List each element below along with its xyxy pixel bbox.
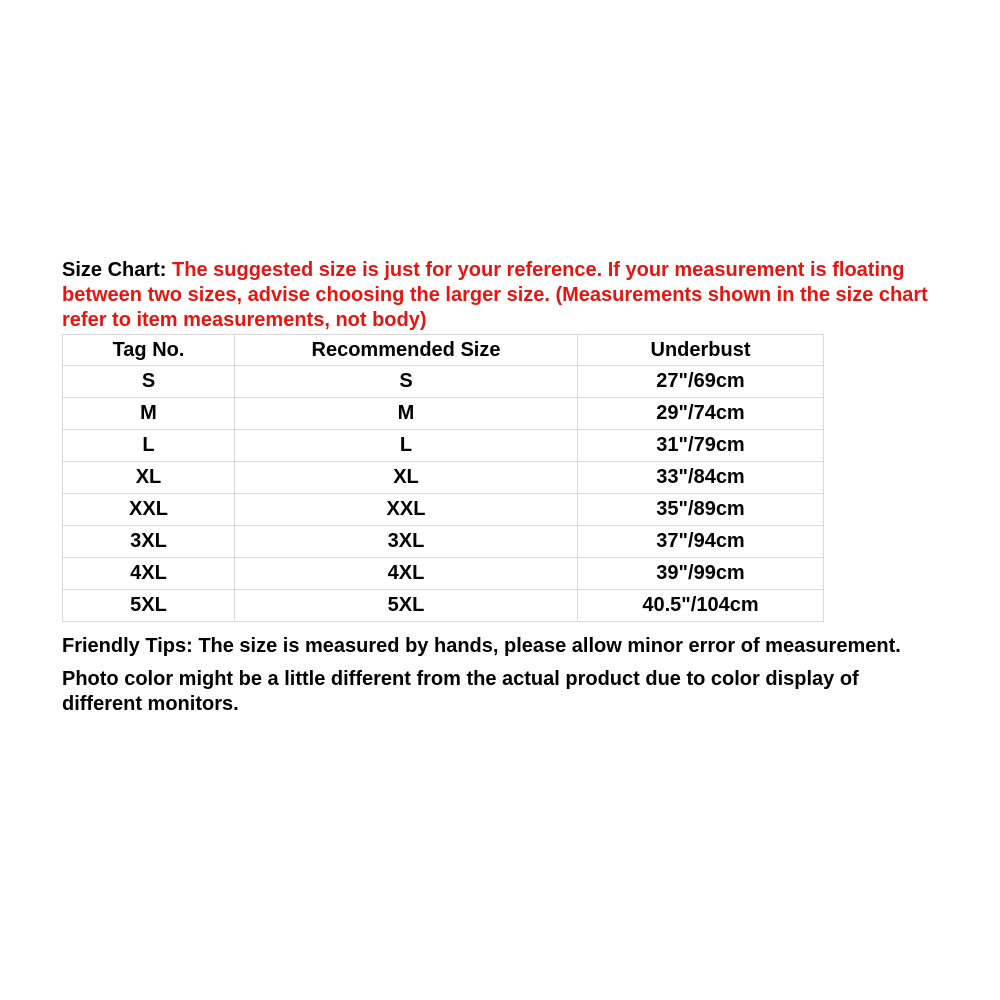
friendly-tips-text: Friendly Tips: The size is measured by hands, please allow minor error of measurement. [62,635,901,657]
size-chart-note: The suggested size is just for your reference. If your measurement is floating between two sizes, advise choosing the larger size. (Measurements shown in the size chart refer to item measurements, not body) [62,259,928,331]
cell-recommended-size: M [235,398,578,430]
cell-tag-no: L [63,430,235,462]
table-row [63,398,824,430]
cell-tag-no: 4XL [63,558,235,590]
cell-tag-no: XL [63,462,235,494]
size-chart-document [62,258,942,717]
header-tag-no: Tag No. [63,335,235,366]
cell-tag-no: XXL [63,494,235,526]
header-underbust: Underbust [578,335,824,366]
cell-underbust: 37"/94cm [578,526,824,558]
table-row [63,430,824,462]
cell-tag-no: S [63,366,235,398]
cell-underbust: 29"/74cm [578,398,824,430]
size-table [62,334,824,622]
photo-color-note: Photo color might be a little different from the actual product due to color display of different monitors. [62,668,859,715]
table-row [63,526,824,558]
table-row [63,494,824,526]
cell-recommended-size: L [235,430,578,462]
size-chart-label: Size Chart: [62,259,167,281]
size-chart-intro [62,258,937,333]
table-header-row [63,335,824,366]
cell-recommended-size: 4XL [235,558,578,590]
cell-underbust: 31"/79cm [578,430,824,462]
cell-underbust: 39"/99cm [578,558,824,590]
table-row [63,366,824,398]
header-recommended-size: Recommended Size [235,335,578,366]
table-row [63,590,824,622]
cell-recommended-size: XXL [235,494,578,526]
cell-tag-no: 3XL [63,526,235,558]
cell-recommended-size: 3XL [235,526,578,558]
cell-tag-no: M [63,398,235,430]
cell-underbust: 33"/84cm [578,462,824,494]
cell-underbust: 40.5"/104cm [578,590,824,622]
cell-recommended-size: S [235,366,578,398]
table-row [63,558,824,590]
cell-recommended-size: XL [235,462,578,494]
cell-underbust: 27"/69cm [578,366,824,398]
cell-recommended-size: 5XL [235,590,578,622]
cell-tag-no: 5XL [63,590,235,622]
cell-underbust: 35"/89cm [578,494,824,526]
table-row [63,462,824,494]
